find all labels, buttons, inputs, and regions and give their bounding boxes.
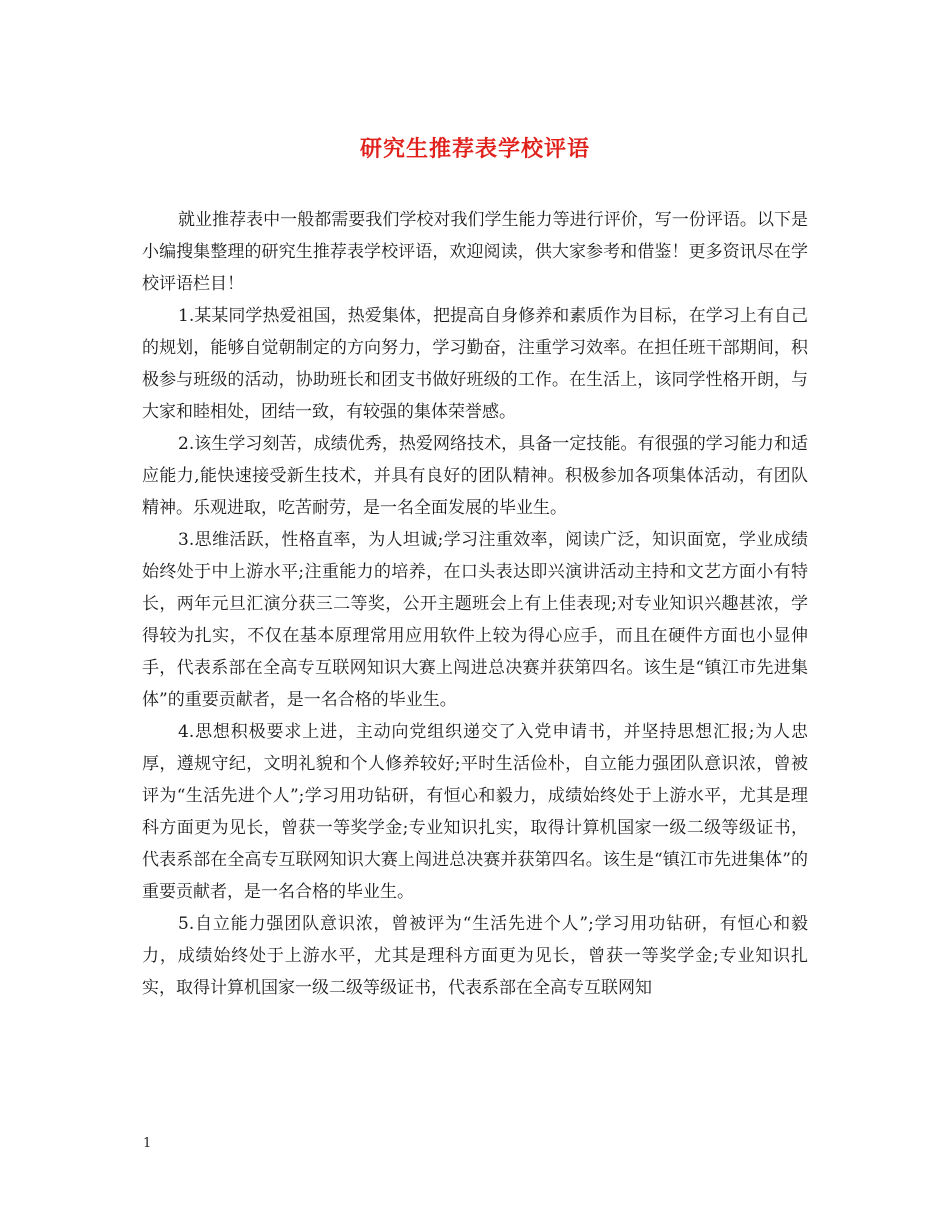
paragraph-item-3: 3.思维活跃，性格直率，为人坦诚;学习注重效率，阅读广泛，知识面宽，学业成绩始终处于中上游水平;注重能力的培养，在口头表达即兴演讲活动主持和文艺方面小有特长，两年元旦汇演分获三二等奖，公开主题班会上有上佳表现;对专业知识兴趣甚浓，学得较为扎实，不仅在基本原理常用应用软件上较为得心应手，而且在硬件方面也小显伸手，代表系部在全高专互联网知识大赛上闯进总决赛并获第四名。该生是“镇江市先进集体”的重要贡献者，是一名合格的毕业生。 [142, 530, 808, 710]
document-title: 研究生推荐表学校评语 [359, 136, 590, 162]
paragraph-intro: 就业推荐表中一般都需要我们学校对我们学生能力等进行评价，写一份评语。以下是小编搜集整理的研究生推荐表学校评语，欢迎阅读，供大家参考和借鉴！更多资讯尽在学校评语栏目！ [142, 210, 808, 294]
paragraph-item-1: 1.某某同学热爱祖国，热爱集体，把提高自身修养和素质作为目标，在学习上有自己的规划，能够自觉朝制定的方向努力，学习勤奋，注重学习效率。在担任班干部期间，积极参与班级的活动，协助班长和团支书做好班级的工作。在生活上，该同学性格开朗，与大家和睦相处，团结一致，有较强的集体荣誉感。 [142, 306, 808, 422]
paragraph-item-4: 4.思想积极要求上进，主动向党组织递交了入党申请书，并坚持思想汇报;为人忠厚，遵规守纪，文明礼貌和个人修养较好;平时生活俭朴，自立能力强团队意识浓，曾被评为“生活先进个人”;学习用功钻研，有恒心和毅力，成绩始终处于上游水平，尤其是理科方面更为见长，曾获一等奖学金;专业知识扎实，取得计算机国家一级二级等级证书，代表系部在全高专互联网知识大赛上闯进总决赛并获第四名。该生是“镇江市先进集体”的重要贡献者，是一名合格的毕业生。 [142, 722, 808, 902]
document-body [142, 204, 808, 1004]
paragraph-item-5: 5.自立能力强团队意识浓，曾被评为“生活先进个人”;学习用功钻研，有恒心和毅力，成绩始终处于上游水平，尤其是理科方面更为见长，曾获一等奖学金;专业知识扎实，取得计算机国家一级二级等级证书，代表系部在全高专互联网知 [142, 914, 808, 998]
paragraph-item-2: 2.该生学习刻苦，成绩优秀，热爱网络技术，具备一定技能。有很强的学习能力和适应能力,能快速接受新生技术，并具有良好的团队精神。积极参加各项集体活动，有团队精神。乐观进取，吃苦耐劳，是一名全面发展的毕业生。 [142, 434, 808, 518]
page-number: 1 [143, 1136, 152, 1151]
